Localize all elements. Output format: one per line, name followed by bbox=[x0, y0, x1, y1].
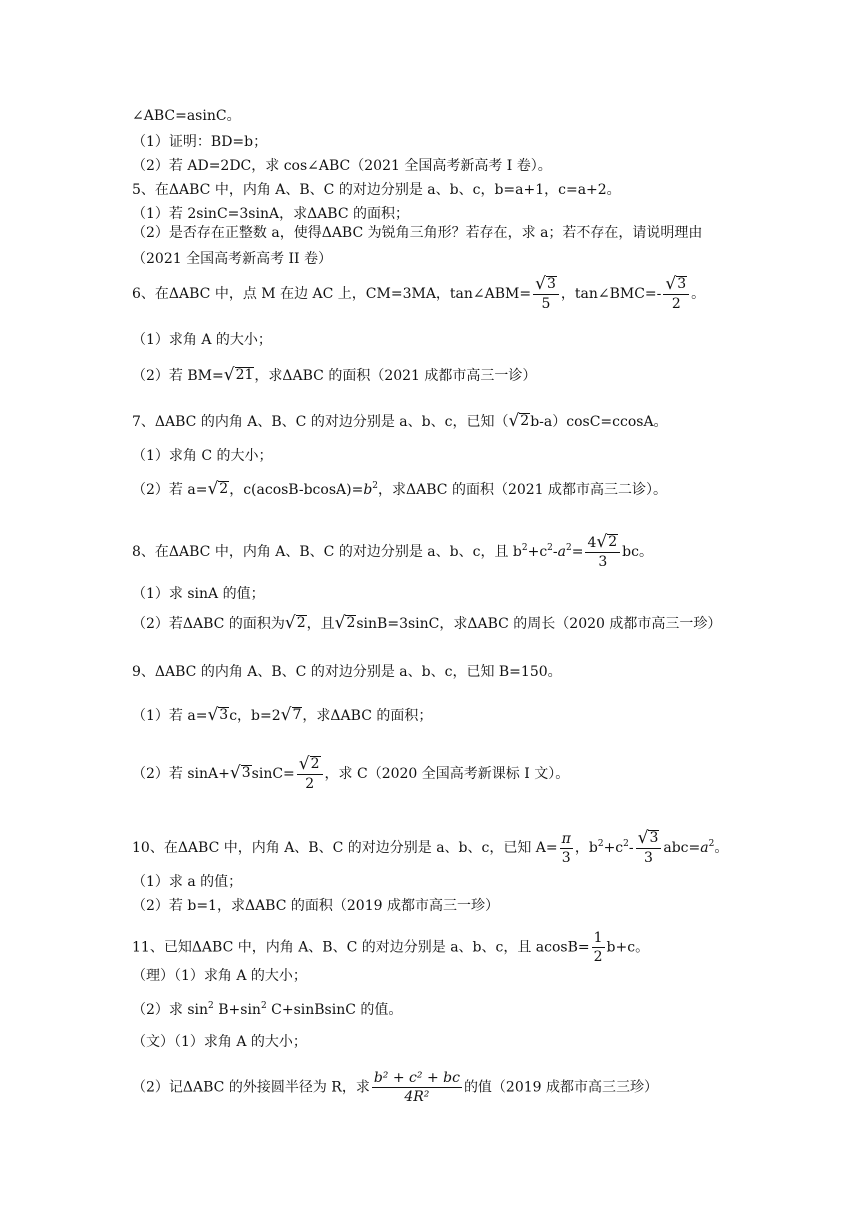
question-9: 9、ΔABC 的内角 A、B、C 的对边分别是 a、b、c，已知 B=150。 bbox=[132, 664, 562, 680]
question-7: 7、ΔABC 的内角 A、B、C 的对边分别是 a、b、c，已知（ √ 2 b-a）cosC=ccosA。 bbox=[132, 411, 668, 431]
text-line: ∠ABC=asinC。 bbox=[132, 108, 241, 124]
text-line: （1）求角 A 的大小； bbox=[132, 332, 272, 348]
text-line: （2）求 $\sin^2 B+\sin^2$ C+sinBsinC 的值。 bbox=[132, 1001, 403, 1018]
text-line: （2）若 AD=2DC，求 cos∠ABC（2021 全国高考新高考 I 卷）。 bbox=[132, 158, 552, 174]
text-line: （理）（1）求角 A 的大小； bbox=[132, 968, 307, 984]
fraction: $\frac{1}{2}$ bbox=[593, 930, 603, 965]
question-11: 11、已知ΔABC 中，内角 A、B、C 的对边分别是 a、b、c，且 acosB= $\frac{1}{2}$ b+c。 bbox=[132, 930, 650, 965]
text: ，tan∠BMC=- bbox=[560, 286, 662, 302]
text-line: （1）证明：BD=b； bbox=[132, 134, 268, 150]
text-line: （1）若 2sinC=3sinA，求ΔABC 的面积； bbox=[132, 206, 410, 222]
fraction: √ 3 5 bbox=[533, 276, 559, 312]
text: 。 bbox=[691, 286, 706, 302]
text-line: （1）求 sinA 的值； bbox=[132, 586, 265, 602]
text-line: （2）是否存在正整数 a，使得ΔABC 为锐角三角形？若存在，求 a；若不存在，请说明理由（2021 全国高考新高考 II 卷） bbox=[132, 225, 703, 267]
text-line: （2）若 a= √ 2 ，$c(acosB-bcosA)=b^2$，求ΔABC 的面积（2021 成都市高三二诊）。 bbox=[132, 479, 668, 499]
text-line: （文）（1）求角 A 的大小； bbox=[132, 1034, 307, 1050]
text-line: （2）记ΔABC 的外接圆半径为 R，求 $\frac{\text{b² + c² + bc}}{\text{4R²}}$ 的值（2019 成都市高三三珍） bbox=[132, 1070, 659, 1105]
text-line: （1）求 a 的值； bbox=[132, 874, 243, 890]
text-line: （2）若 b=1，求ΔABC 的面积（2019 成都市高三一珍） bbox=[132, 898, 499, 914]
text-line: （1）求角 C 的大小； bbox=[132, 448, 273, 464]
text: 6、在ΔABC 中，点 M 在边 AC 上，CM=3MA，tan∠ABM= bbox=[132, 286, 532, 302]
fraction: √ 2 2 bbox=[297, 756, 323, 792]
fraction: √ 3 2 bbox=[663, 276, 689, 312]
question-5: 5、在ΔABC 中，内角 A、B、C 的对边分别是 a、b、c，b=a+1，c=a+2。 bbox=[132, 182, 621, 198]
text-line: （1）若 a= √ 3 c，b=2 √ 7 ，求ΔABC 的面积； bbox=[132, 705, 433, 725]
text-line: （2）若 sinA+ √ 3 sinC= √ 2 2 ，求 C（2020 全国高考新课标 I 文）。 bbox=[132, 754, 570, 792]
fraction: √ 3 3 bbox=[636, 830, 662, 866]
fraction: $\frac{\pi}{3}$ bbox=[561, 830, 571, 866]
fraction: 4 √ 2 3 bbox=[585, 534, 620, 570]
question-10: 10、在ΔABC 中，内角 A、B、C 的对边分别是 a、b、c，已知 A= $\frac{\pi}{3}$ ，$b^2+c^2-$ √ 3 3 $abc=a^2$。 bbox=[132, 828, 729, 866]
sqrt-expr: √ 21 bbox=[223, 365, 254, 385]
fraction: $\frac{\text{b² + c² + bc}}{\text{4R²}}$ bbox=[373, 1070, 460, 1105]
question-6 bbox=[132, 276, 705, 312]
text-line: （2）若ΔABC 的面积为 √ 2 ，且 √ 2 sinB=3sinC，求ΔABC 的周长（2020 成都市高三一珍） bbox=[132, 613, 722, 633]
text-line: （2）若 BM= √ 21 ，求ΔABC 的面积（2021 成都市高三一诊） bbox=[132, 365, 537, 385]
question-8: 8、在ΔABC 中，内角 A、B、C 的对边分别是 a、b、c，且 $b^2+c^2-a^2=$ 4 √ 2 3 bc。 bbox=[132, 532, 653, 570]
